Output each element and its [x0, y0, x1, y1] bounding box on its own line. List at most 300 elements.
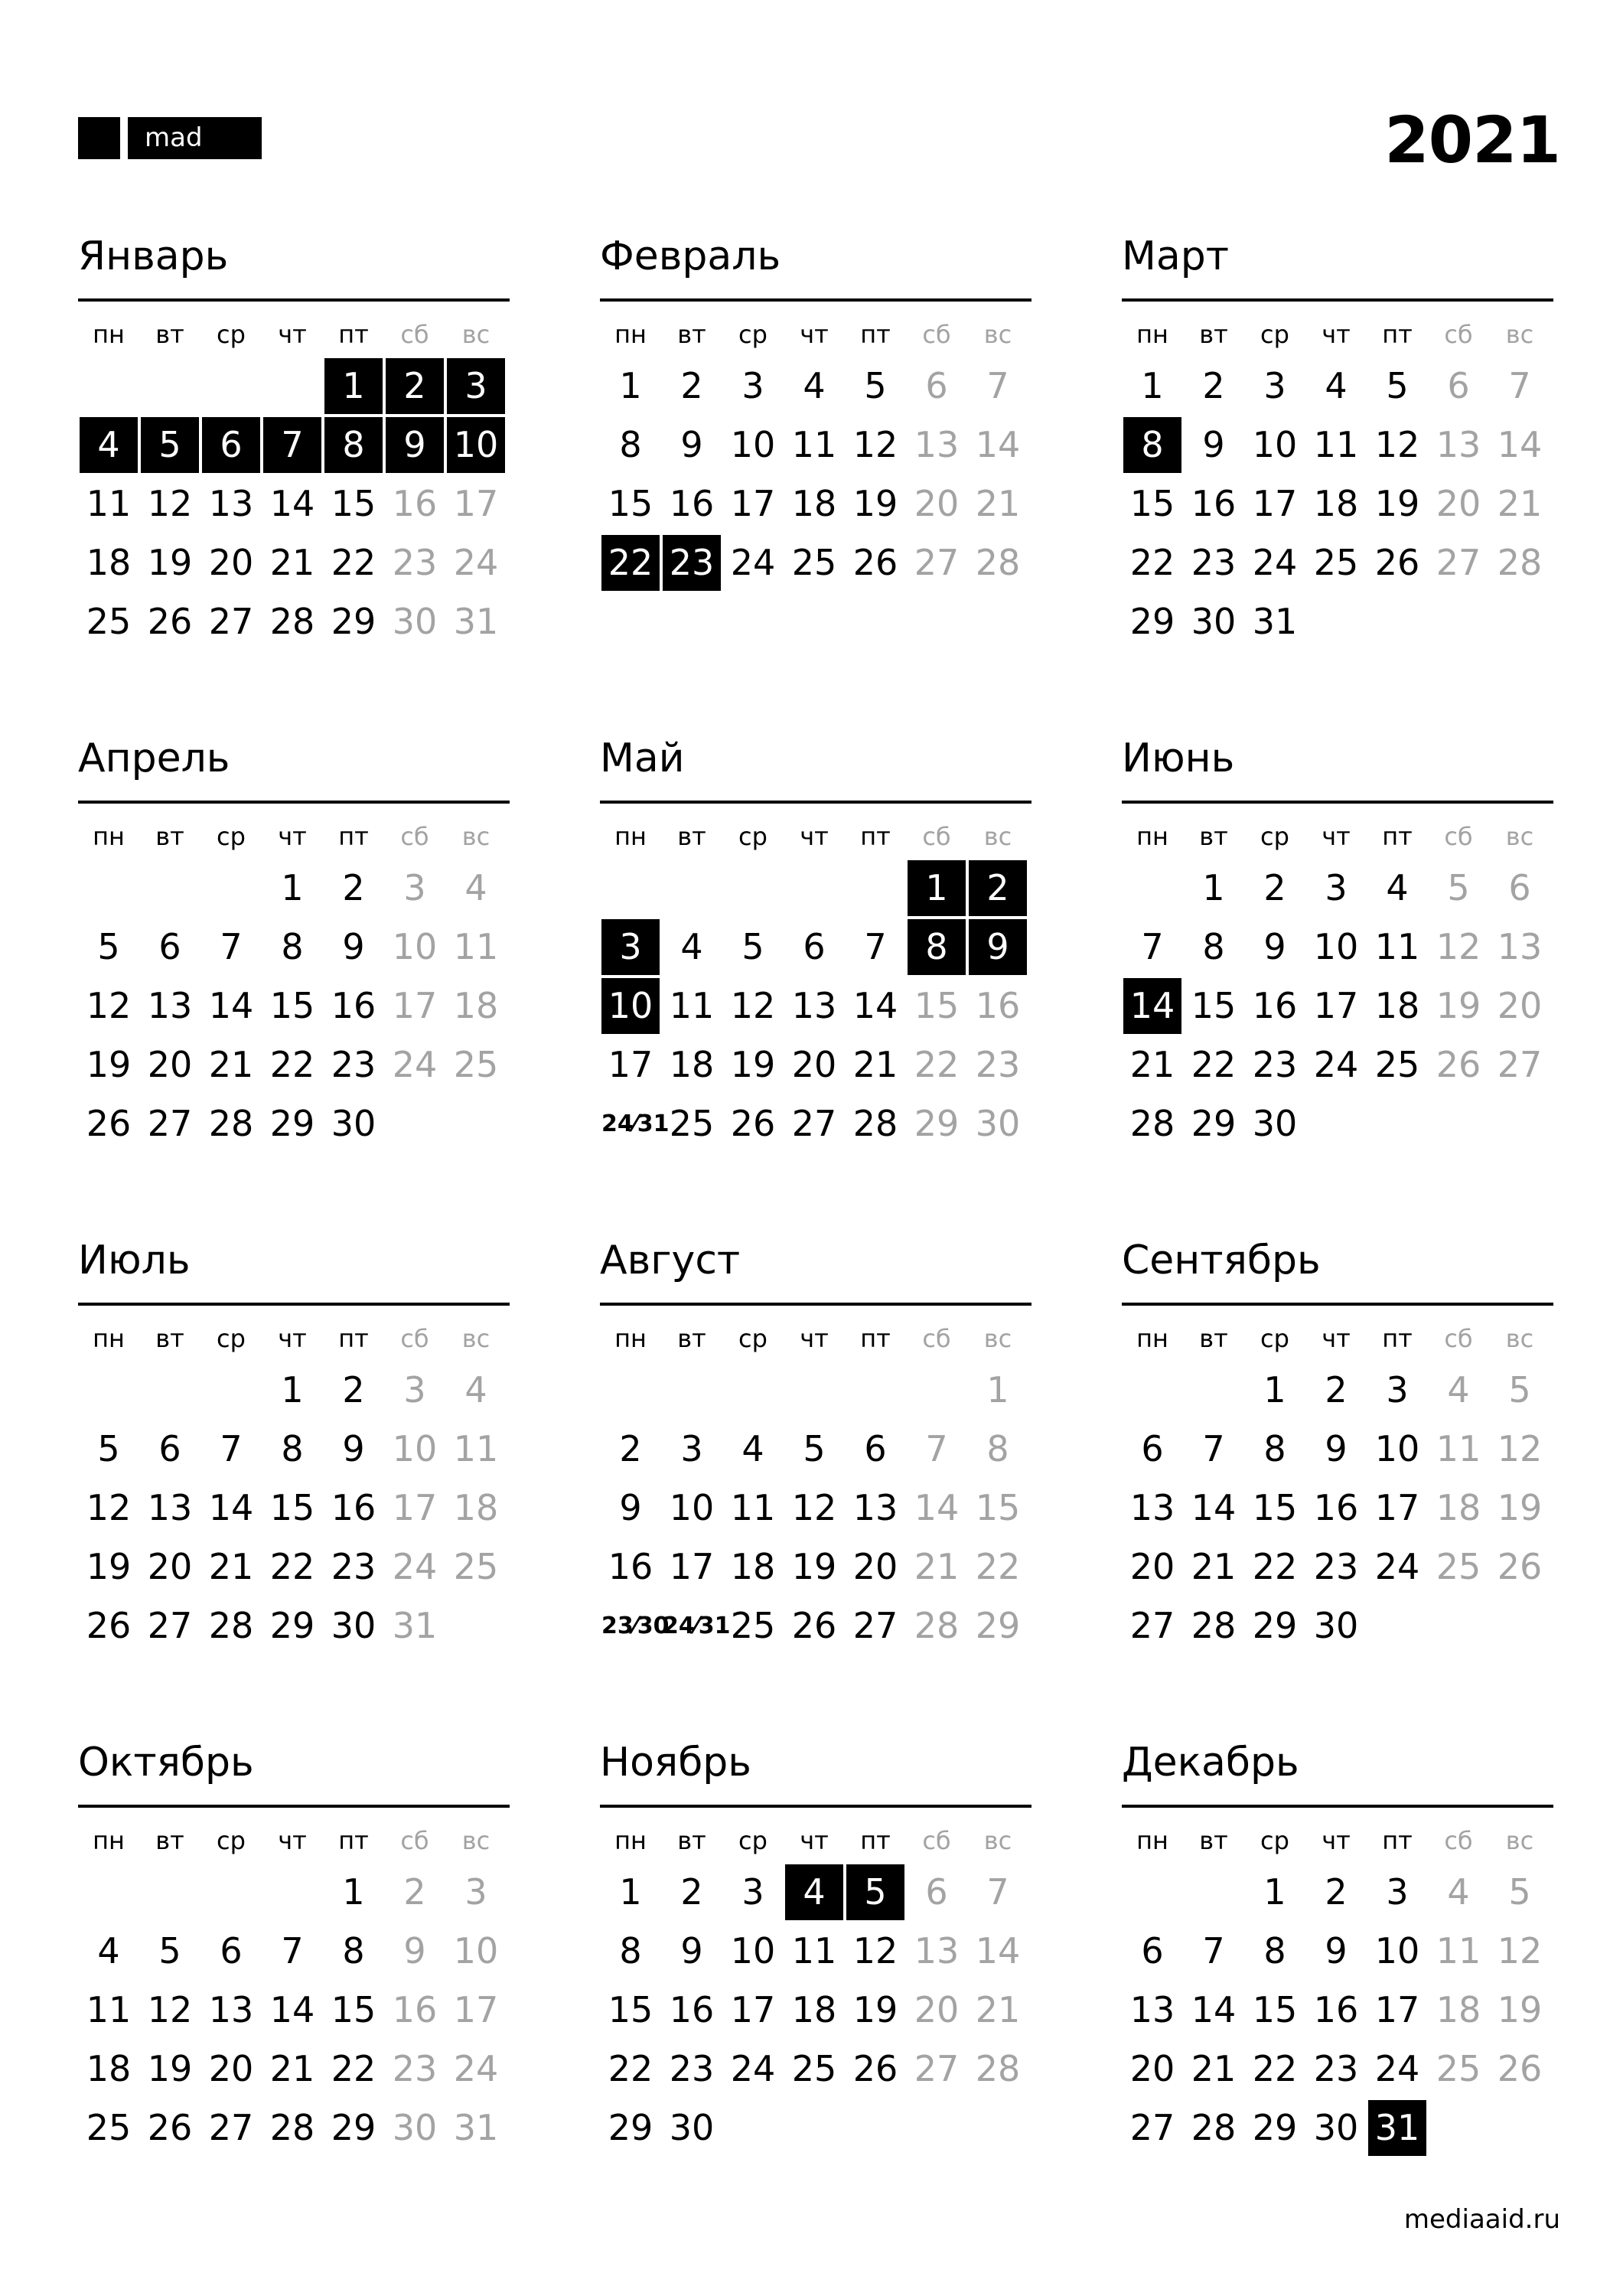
day-cell: 29 [608, 2107, 653, 2148]
day-cell: 20 [1129, 2048, 1175, 2089]
weekday-label: ср [1260, 1826, 1289, 1855]
day-cell: 29 [269, 1103, 315, 1144]
weekday-label: вс [461, 1324, 490, 1353]
day-cell: 24 [392, 1546, 438, 1587]
day-cell: 30 [392, 601, 438, 642]
day-cell: 27 [147, 1103, 193, 1144]
day-cell: 12 [1497, 1930, 1543, 1971]
day-cell: 12 [86, 1487, 132, 1528]
day-cell: 5 [864, 365, 887, 406]
day-cell: 26 [1497, 2048, 1543, 2089]
day-cell: 1 [1202, 867, 1225, 908]
month-divider [1122, 801, 1553, 804]
weekday-label: пн [1136, 320, 1168, 349]
day-cell: 11 [453, 1428, 499, 1469]
day-cell: 6 [864, 1428, 887, 1469]
weekday-label: вс [1505, 1324, 1534, 1353]
weekday-label: пн [1136, 822, 1168, 851]
day-cell: 10 [392, 1428, 438, 1469]
day-cell: 28 [269, 2107, 315, 2148]
day-cell: 1 [324, 358, 383, 414]
day-cell: 22 [269, 1546, 315, 1587]
day-cell: 23 [1313, 1546, 1359, 1587]
day-cell: 20 [208, 542, 254, 583]
month-divider [78, 801, 510, 804]
day-cell: 12 [1497, 1428, 1543, 1469]
day-grid [1122, 357, 1553, 651]
day-cell: 26 [852, 542, 898, 583]
day-cell: 18 [791, 483, 837, 524]
month-divider [78, 1303, 510, 1306]
day-cell: 31 [453, 601, 499, 642]
day-cell: 20 [914, 1989, 960, 2030]
weekday-label: пт [338, 1324, 369, 1353]
day-cell: 2 [680, 365, 703, 406]
logo-square-icon [78, 117, 120, 159]
day-cell: 3 [447, 358, 505, 414]
month-divider [600, 801, 1031, 804]
weekday-label: вт [155, 1826, 184, 1855]
month-block [1122, 230, 1553, 661]
day-cell: 8 [281, 926, 304, 967]
day-cell: 28 [975, 2048, 1021, 2089]
day-cell: 29 [975, 1605, 1021, 1646]
day-cell: 3 [1263, 365, 1286, 406]
day-cell: 9 [680, 424, 703, 465]
day-cell: 30 [1252, 1103, 1298, 1144]
day-cell: 25 [1436, 2048, 1481, 2089]
day-cell: 19 [86, 1044, 132, 1085]
day-cell: 12 [852, 424, 898, 465]
day-cell: 5 [803, 1428, 826, 1469]
day-cell: 24 [453, 2048, 499, 2089]
weekday-label: пт [860, 1826, 891, 1855]
day-cell: 27 [914, 542, 960, 583]
day-cell: 4 [464, 1369, 487, 1411]
day-cell: 30 [975, 1103, 1021, 1144]
day-cell: 31 [1368, 2100, 1426, 2156]
day-cell: 28 [208, 1605, 254, 1646]
day-cell: 20 [914, 483, 960, 524]
day-cell: 9 [619, 1487, 642, 1528]
day-cell: 19 [852, 1989, 898, 2030]
day-cell: 24 [1313, 1044, 1359, 1085]
day-cell: 21 [1191, 1546, 1237, 1587]
day-grid [600, 859, 1031, 1153]
month-title: Июнь [1122, 735, 1235, 781]
day-cell: 11 [86, 483, 132, 524]
day-cell: 3 [1325, 867, 1348, 908]
day-cell: 22 [608, 2048, 653, 2089]
day-cell: 4 [1386, 867, 1409, 908]
day-cell: 14 [1191, 1487, 1237, 1528]
day-cell: 30 [392, 2107, 438, 2148]
day-cell: 7 [986, 365, 1009, 406]
day-cell: 5 [141, 417, 199, 473]
day-cell: 7 [263, 417, 321, 473]
day-cell: 7 [1202, 1428, 1225, 1469]
day-cell: 15 [608, 483, 653, 524]
weekday-label: пт [1382, 1324, 1413, 1353]
day-cell: 7 [220, 1428, 243, 1469]
day-cell: 25 [669, 1103, 715, 1144]
day-cell: 21 [1497, 483, 1543, 524]
day-cell: 1 [281, 867, 304, 908]
day-cell: 6 [158, 926, 181, 967]
day-cell: 6 [1447, 365, 1470, 406]
weekday-label: вт [677, 1826, 706, 1855]
day-cell: 14 [269, 483, 315, 524]
day-cell: 20 [1129, 1546, 1175, 1587]
day-cell: 4 [464, 867, 487, 908]
day-cell: 3 [601, 919, 660, 975]
day-cell: 21 [975, 483, 1021, 524]
weekday-label: чт [800, 1826, 829, 1855]
day-cell: 23 [1313, 2048, 1359, 2089]
day-cell: 16 [669, 1989, 715, 2030]
day-cell: 28 [852, 1103, 898, 1144]
day-cell: 20 [1436, 483, 1481, 524]
day-cell: 6 [202, 417, 260, 473]
day-cell: 4 [1325, 365, 1348, 406]
day-grid [600, 357, 1031, 592]
day-cell: 16 [331, 1487, 376, 1528]
day-cell: 7 [220, 926, 243, 967]
weekday-label: сб [1444, 1826, 1473, 1855]
day-cell: 5 [1447, 867, 1470, 908]
day-cell: 20 [147, 1546, 193, 1587]
day-cell: 2 [1325, 1369, 1348, 1411]
month-divider [600, 298, 1031, 302]
day-cell: 20 [208, 2048, 254, 2089]
month-divider [78, 1805, 510, 1808]
month-block [600, 1736, 1031, 2167]
day-cell: 10 [1252, 424, 1298, 465]
weekday-label: вт [155, 1324, 184, 1353]
day-cell: 3 [741, 1871, 764, 1913]
day-cell: 16 [975, 985, 1021, 1026]
month-title: Май [600, 735, 685, 781]
day-cell: 10 [392, 926, 438, 967]
site-url: mediaaid.ru [1403, 2204, 1560, 2235]
day-cell: 3 [403, 867, 426, 908]
weekday-label: ср [217, 822, 246, 851]
day-cell: 28 [1497, 542, 1543, 583]
day-grid [78, 357, 510, 651]
day-cell: 10 [1374, 1428, 1420, 1469]
day-cell: 15 [1191, 985, 1237, 1026]
day-cell: 27 [914, 2048, 960, 2089]
day-cell: 13 [1129, 1487, 1175, 1528]
day-cell: 29 [1129, 601, 1175, 642]
day-grid [1122, 1863, 1553, 2157]
weekday-label: ср [1260, 1324, 1289, 1353]
weekday-label: чт [278, 1324, 307, 1353]
day-cell: 18 [86, 2048, 132, 2089]
month-block [78, 230, 510, 661]
day-cell: 15 [269, 1487, 315, 1528]
day-cell: 17 [669, 1546, 715, 1587]
weekday-label: чт [1322, 1826, 1351, 1855]
day-cell: 11 [86, 1989, 132, 2030]
day-cell: 10 [730, 1930, 776, 1971]
day-cell: 10 [453, 1930, 499, 1971]
day-cell: 14 [1123, 978, 1181, 1034]
day-cell: 19 [852, 483, 898, 524]
day-cell: 6 [220, 1930, 243, 1971]
day-cell: 17 [1374, 1989, 1420, 2030]
month-block [1122, 1234, 1553, 1665]
day-cell: 5 [97, 1428, 120, 1469]
day-cell: 23 [331, 1044, 376, 1085]
day-cell: 26 [147, 601, 193, 642]
weekday-label: чт [278, 1826, 307, 1855]
weekday-header [78, 1319, 510, 1358]
day-cell: 30 [669, 2107, 715, 2148]
day-cell: 22 [1252, 1546, 1298, 1587]
day-cell: 22 [1191, 1044, 1237, 1085]
day-cell: 17 [1252, 483, 1298, 524]
weekday-label: ср [738, 1324, 768, 1353]
weekday-label: чт [1322, 320, 1351, 349]
day-cell: 3 [680, 1428, 703, 1469]
weekday-label: сб [400, 822, 429, 851]
day-cell: 11 [1436, 1428, 1481, 1469]
day-cell: 20 [147, 1044, 193, 1085]
day-cell: 15 [1252, 1487, 1298, 1528]
day-cell: 27 [1129, 1605, 1175, 1646]
month-divider [1122, 1805, 1553, 1808]
day-cell: 14 [975, 1930, 1021, 1971]
day-cell: 30 [331, 1103, 376, 1144]
day-cell: 13 [147, 1487, 193, 1528]
day-cell: 23 [669, 2048, 715, 2089]
weekday-label: пт [1382, 822, 1413, 851]
day-grid [1122, 1361, 1553, 1655]
weekday-label: вт [677, 320, 706, 349]
day-cell: 18 [453, 985, 499, 1026]
day-cell: 21 [208, 1546, 254, 1587]
day-cell: 10 [601, 978, 660, 1034]
weekday-label: сб [400, 320, 429, 349]
day-cell: 25 [791, 542, 837, 583]
day-cell: 30 [331, 1605, 376, 1646]
day-cell: 8 [1202, 926, 1225, 967]
day-cell: 2 [619, 1428, 642, 1469]
day-cell: 1 [281, 1369, 304, 1411]
day-cell: 28 [914, 1605, 960, 1646]
day-cell: 25 [730, 1605, 776, 1646]
day-cell: 1 [342, 1871, 365, 1913]
day-cell: 27 [1129, 2107, 1175, 2148]
weekday-label: пн [614, 822, 647, 851]
day-cell: 17 [1313, 985, 1359, 1026]
day-cell: 3 [1386, 1369, 1409, 1411]
day-cell: 13 [1436, 424, 1481, 465]
weekday-header [78, 817, 510, 856]
weekday-label: вс [461, 822, 490, 851]
weekday-label: вт [155, 320, 184, 349]
month-title: Февраль [600, 233, 781, 279]
month-title: Июль [78, 1238, 191, 1283]
day-cell: 14 [269, 1989, 315, 2030]
day-cell: 10 [1313, 926, 1359, 967]
day-cell: 17 [392, 985, 438, 1026]
day-cell: 10 [447, 417, 505, 473]
month-divider [78, 298, 510, 302]
day-cell: 21 [914, 1546, 960, 1587]
day-cell: 5 [1386, 365, 1409, 406]
day-cell: 14 [208, 985, 254, 1026]
day-cell: 4 [1447, 1871, 1470, 1913]
weekday-label: сб [922, 320, 951, 349]
weekday-header [600, 1319, 1031, 1358]
day-cell: 15 [269, 985, 315, 1026]
day-cell: 28 [1191, 1605, 1237, 1646]
month-title: Октябрь [78, 1740, 254, 1786]
day-grid [78, 859, 510, 1153]
day-cell: 1 [619, 1871, 642, 1913]
day-cell: 10 [669, 1487, 715, 1528]
weekday-label: вс [1505, 320, 1534, 349]
day-cell: 13 [914, 424, 960, 465]
weekday-label: сб [1444, 1324, 1473, 1353]
day-cell: 6 [925, 365, 948, 406]
day-cell: 11 [669, 985, 715, 1026]
day-cell: 23 [392, 542, 438, 583]
day-cell: 6 [158, 1428, 181, 1469]
day-cell: 11 [1436, 1930, 1481, 1971]
day-cell: 13 [852, 1487, 898, 1528]
month-title: Январь [78, 233, 229, 279]
day-cell: 8 [619, 424, 642, 465]
day-cell: 11 [453, 926, 499, 967]
day-cell: 28 [269, 601, 315, 642]
weekday-label: сб [1444, 822, 1473, 851]
day-cell: 21 [269, 2048, 315, 2089]
day-cell: 26 [86, 1103, 132, 1144]
weekday-header [1122, 315, 1553, 354]
day-cell: 16 [392, 483, 438, 524]
day-cell: 1 [1263, 1369, 1286, 1411]
day-cell: 22 [1129, 542, 1175, 583]
weekday-label: вт [1199, 822, 1228, 851]
day-cell: 28 [975, 542, 1021, 583]
day-cell: 24 [1374, 1546, 1420, 1587]
day-cell: 11 [1313, 424, 1359, 465]
day-cell: 18 [1313, 483, 1359, 524]
month-block [600, 1234, 1031, 1665]
day-grid [600, 1361, 1031, 1655]
weekday-label: пн [614, 1324, 647, 1353]
day-cell: 25 [1313, 542, 1359, 583]
day-cell: 21 [269, 542, 315, 583]
day-cell: 23 [663, 535, 721, 591]
day-cell: 20 [791, 1044, 837, 1085]
weekday-label: ср [1260, 822, 1289, 851]
day-cell: 19 [730, 1044, 776, 1085]
day-cell: 14 [914, 1487, 960, 1528]
weekday-label: пт [860, 1324, 891, 1353]
month-title: Август [600, 1238, 741, 1283]
day-cell: 9 [386, 417, 444, 473]
month-divider [1122, 1303, 1553, 1306]
weekday-label: пн [93, 320, 125, 349]
day-cell: 9 [403, 1930, 426, 1971]
weekday-label: сб [400, 1324, 429, 1353]
month-divider [1122, 298, 1553, 302]
weekday-label: вс [983, 1324, 1012, 1353]
day-cell: 15 [1252, 1989, 1298, 2030]
weekday-label: пт [338, 320, 369, 349]
day-cell: 8 [1123, 417, 1181, 473]
day-cell: 29 [331, 601, 376, 642]
day-cell: 2 [342, 1369, 365, 1411]
day-cell: 16 [1313, 1487, 1359, 1528]
day-cell: 6 [1508, 867, 1531, 908]
day-cell: 2 [1263, 867, 1286, 908]
day-cell: 27 [791, 1103, 837, 1144]
day-cell: 23 [392, 2048, 438, 2089]
day-grid [1122, 859, 1553, 1153]
day-cell: 18 [791, 1989, 837, 2030]
day-cell: 23 [1252, 1044, 1298, 1085]
day-cell: 12 [791, 1487, 837, 1528]
day-cell: 2 [403, 1871, 426, 1913]
day-cell: 17 [453, 483, 499, 524]
weekday-label: чт [800, 320, 829, 349]
day-grid [600, 1863, 1031, 2157]
weekday-label: пн [1136, 1324, 1168, 1353]
day-cell: 8 [986, 1428, 1009, 1469]
day-cell: 14 [1497, 424, 1543, 465]
day-cell: 17 [730, 1989, 776, 2030]
day-cell: 27 [1497, 1044, 1543, 1085]
day-cell: 23 [331, 1546, 376, 1587]
day-cell: 25 [453, 1044, 499, 1085]
day-cell: 25 [453, 1546, 499, 1587]
day-cell: 8 [908, 919, 966, 975]
day-cell: 28 [208, 1103, 254, 1144]
day-cell: 18 [1436, 1487, 1481, 1528]
day-cell: 19 [1374, 483, 1420, 524]
day-cell: 5 [846, 1864, 904, 1920]
day-cell: 7 [1202, 1930, 1225, 1971]
day-cell: 7 [281, 1930, 304, 1971]
weekday-label: чт [278, 320, 307, 349]
day-cell: 27 [147, 1605, 193, 1646]
day-cell: 9 [342, 926, 365, 967]
weekday-label: пт [1382, 1826, 1413, 1855]
day-cell: 29 [269, 1605, 315, 1646]
day-cell: 18 [453, 1487, 499, 1528]
day-cell: 16 [669, 483, 715, 524]
day-cell: 24⁄31 [663, 1613, 731, 1639]
day-cell: 1 [1263, 1871, 1286, 1913]
day-cell: 18 [1436, 1989, 1481, 2030]
weekday-header [78, 1821, 510, 1860]
day-cell: 12 [147, 483, 193, 524]
weekday-label: ср [217, 1826, 246, 1855]
day-cell: 10 [1374, 1930, 1420, 1971]
month-divider [600, 1805, 1031, 1808]
day-cell: 2 [680, 1871, 703, 1913]
day-cell: 4 [80, 417, 138, 473]
day-cell: 21 [1129, 1044, 1175, 1085]
day-cell: 29 [1252, 1605, 1298, 1646]
day-cell: 1 [619, 365, 642, 406]
day-cell: 9 [680, 1930, 703, 1971]
